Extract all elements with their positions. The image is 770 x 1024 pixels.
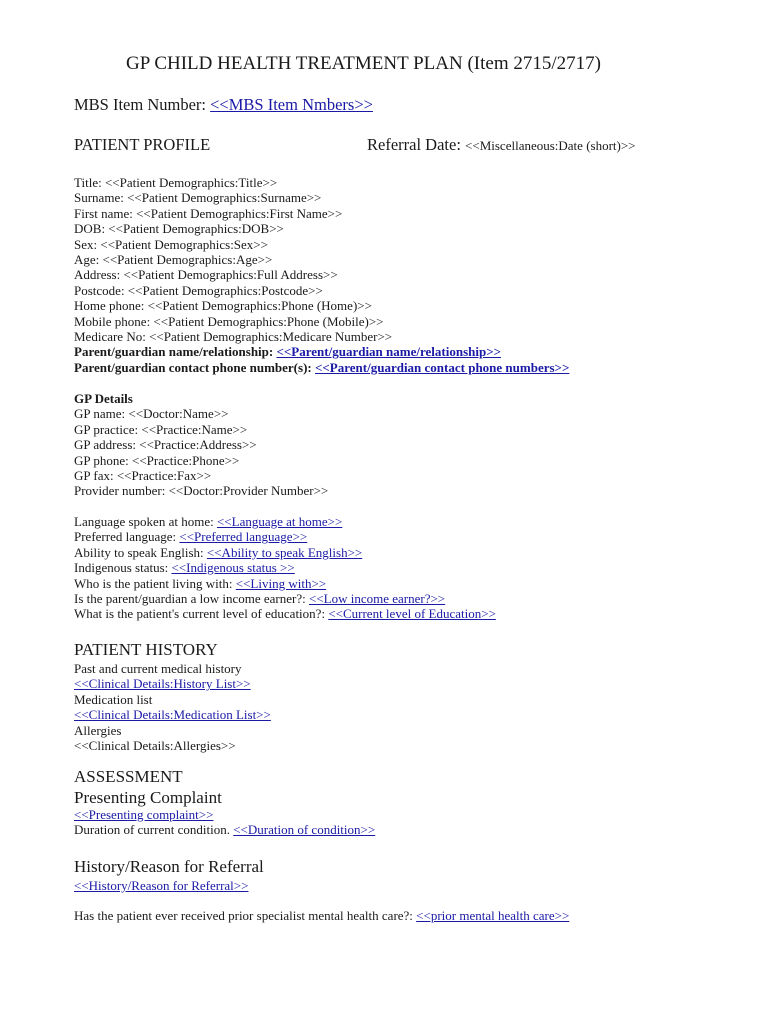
guardian-name-label: Parent/guardian name/relationship: bbox=[74, 344, 277, 360]
patient-history-heading: PATIENT HISTORY bbox=[74, 640, 218, 659]
referral-reason-block bbox=[74, 878, 248, 893]
language-home-label: Language spoken at home: bbox=[74, 514, 217, 529]
presenting-complaint-link[interactable]: <<Presenting complaint>> bbox=[74, 807, 214, 822]
allergies-label: Allergies bbox=[74, 722, 122, 738]
living-with-link[interactable]: <<Living with>> bbox=[235, 575, 327, 591]
demographics-line: Title: <<Patient Demographics:Title>> bbox=[74, 175, 278, 190]
gp-details-line: GP practice: <<Practice:Name>> bbox=[74, 421, 248, 437]
demographics-line: First name: <<Patient Demographics:First Name>> bbox=[74, 205, 343, 221]
past-history-label: Past and current medical history bbox=[74, 661, 242, 676]
demographics-line: Home phone: <<Patient Demographics:Phone (Home)>> bbox=[74, 298, 372, 314]
prior-care-block bbox=[74, 908, 569, 923]
gp-details-heading: GP Details bbox=[74, 391, 133, 406]
living-with-line bbox=[74, 576, 496, 591]
demographics-line: DOB: <<Patient Demographics:DOB>> bbox=[74, 221, 284, 237]
assessment-block bbox=[74, 807, 375, 838]
english-ability-line bbox=[74, 545, 496, 560]
indigenous-status-line bbox=[74, 560, 496, 575]
prior-care-line bbox=[74, 908, 569, 923]
language-home-line bbox=[74, 514, 496, 529]
referral-reason-link[interactable]: <<History/Reason for Referral>> bbox=[74, 878, 249, 893]
demographics-line: Mobile phone: <<Patient Demographics:Phone (Mobile)>> bbox=[74, 313, 384, 329]
presenting-complaint-heading: Presenting Complaint bbox=[74, 788, 222, 807]
preferred-language-line bbox=[74, 529, 496, 544]
guardian-phone-label: Parent/guardian contact phone number(s): bbox=[74, 359, 315, 375]
history-list-link[interactable]: <<Clinical Details:History List>> bbox=[74, 676, 251, 692]
gp-details-line: Provider number: <<Doctor:Provider Number>> bbox=[74, 483, 329, 499]
medication-list-label: Medication list bbox=[74, 691, 153, 707]
document-title: GP CHILD HEALTH TREATMENT PLAN (Item 2715/2717) bbox=[126, 53, 601, 74]
patient-profile-heading: PATIENT PROFILE bbox=[74, 135, 211, 154]
mbs-item-link[interactable]: <<MBS Item Nmbers>> bbox=[210, 95, 373, 114]
preferred-language-label: Preferred language: bbox=[74, 529, 180, 545]
low-income-line bbox=[74, 591, 496, 606]
low-income-link[interactable]: <<Low income earner?>> bbox=[308, 590, 446, 606]
medication-list-link[interactable]: <<Clinical Details:Medication List>> bbox=[74, 707, 271, 723]
demographics-block bbox=[74, 175, 569, 375]
patient-history-block bbox=[74, 661, 271, 753]
english-ability-link[interactable]: <<Ability to speak English>> bbox=[206, 544, 363, 560]
demographics-line: Age: <<Patient Demographics:Age>> bbox=[74, 251, 273, 267]
guardian-phone-line bbox=[74, 360, 569, 375]
gp-details-line: GP fax: <<Practice:Fax>> bbox=[74, 467, 212, 483]
demographics-line: Surname: <<Patient Demographics:Surname>> bbox=[74, 190, 322, 206]
duration-line bbox=[74, 822, 375, 837]
indigenous-status-link[interactable]: <<Indigenous status >> bbox=[171, 560, 295, 576]
allergies-value: <<Clinical Details:Allergies>> bbox=[74, 737, 236, 753]
duration-link[interactable]: <<Duration of condition>> bbox=[233, 822, 376, 838]
gp-details-line: GP address: <<Practice:Address>> bbox=[74, 437, 257, 453]
guardian-name-line bbox=[74, 344, 569, 359]
living-with-label: Who is the patient living with: bbox=[74, 575, 236, 591]
demographics-line: Postcode: <<Patient Demographics:Postcode>> bbox=[74, 282, 323, 298]
duration-label: Duration of current condition. bbox=[74, 822, 234, 838]
gp-details-line: GP phone: <<Practice:Phone>> bbox=[74, 452, 240, 468]
guardian-phone-link[interactable]: <<Parent/guardian contact phone numbers>> bbox=[314, 359, 570, 375]
english-ability-label: Ability to speak English: bbox=[74, 544, 207, 560]
referral-date bbox=[367, 135, 636, 155]
low-income-label: Is the parent/guardian a low income earner?: bbox=[74, 590, 309, 606]
demographics-line: Address: <<Patient Demographics:Full Address>> bbox=[74, 267, 338, 283]
demographics-line: Sex: <<Patient Demographics:Sex>> bbox=[74, 236, 268, 252]
referral-date-label: Referral Date: bbox=[367, 135, 466, 154]
prior-care-label: Has the patient ever received prior specialist mental health care?: bbox=[74, 908, 417, 923]
guardian-name-link[interactable]: <<Parent/guardian name/relationship>> bbox=[276, 344, 502, 360]
mbs-item-number bbox=[74, 95, 373, 115]
preferred-language-link[interactable]: <<Preferred language>> bbox=[179, 529, 308, 545]
gp-details-block bbox=[74, 391, 328, 499]
language-home-link[interactable]: <<Language at home>> bbox=[216, 514, 343, 529]
referral-date-value: <<Miscellaneous:Date (short)>> bbox=[465, 138, 636, 153]
social-details-block bbox=[74, 514, 496, 622]
education-link[interactable]: <<Current level of Education>> bbox=[328, 606, 496, 622]
assessment-heading: ASSESSMENT bbox=[74, 767, 183, 786]
gp-details-line: GP name: <<Doctor:Name>> bbox=[74, 406, 229, 422]
referral-reason-heading: History/Reason for Referral bbox=[74, 857, 264, 876]
education-label: What is the patient's current level of education?: bbox=[74, 606, 329, 622]
prior-care-link[interactable]: <<prior mental health care>> bbox=[416, 908, 570, 923]
patient-profile-header bbox=[74, 135, 714, 155]
indigenous-status-label: Indigenous status: bbox=[74, 560, 172, 576]
education-line bbox=[74, 606, 496, 621]
mbs-label: MBS Item Number: bbox=[74, 95, 211, 114]
demographics-line: Medicare No: <<Patient Demographics:Medicare Number>> bbox=[74, 328, 393, 344]
